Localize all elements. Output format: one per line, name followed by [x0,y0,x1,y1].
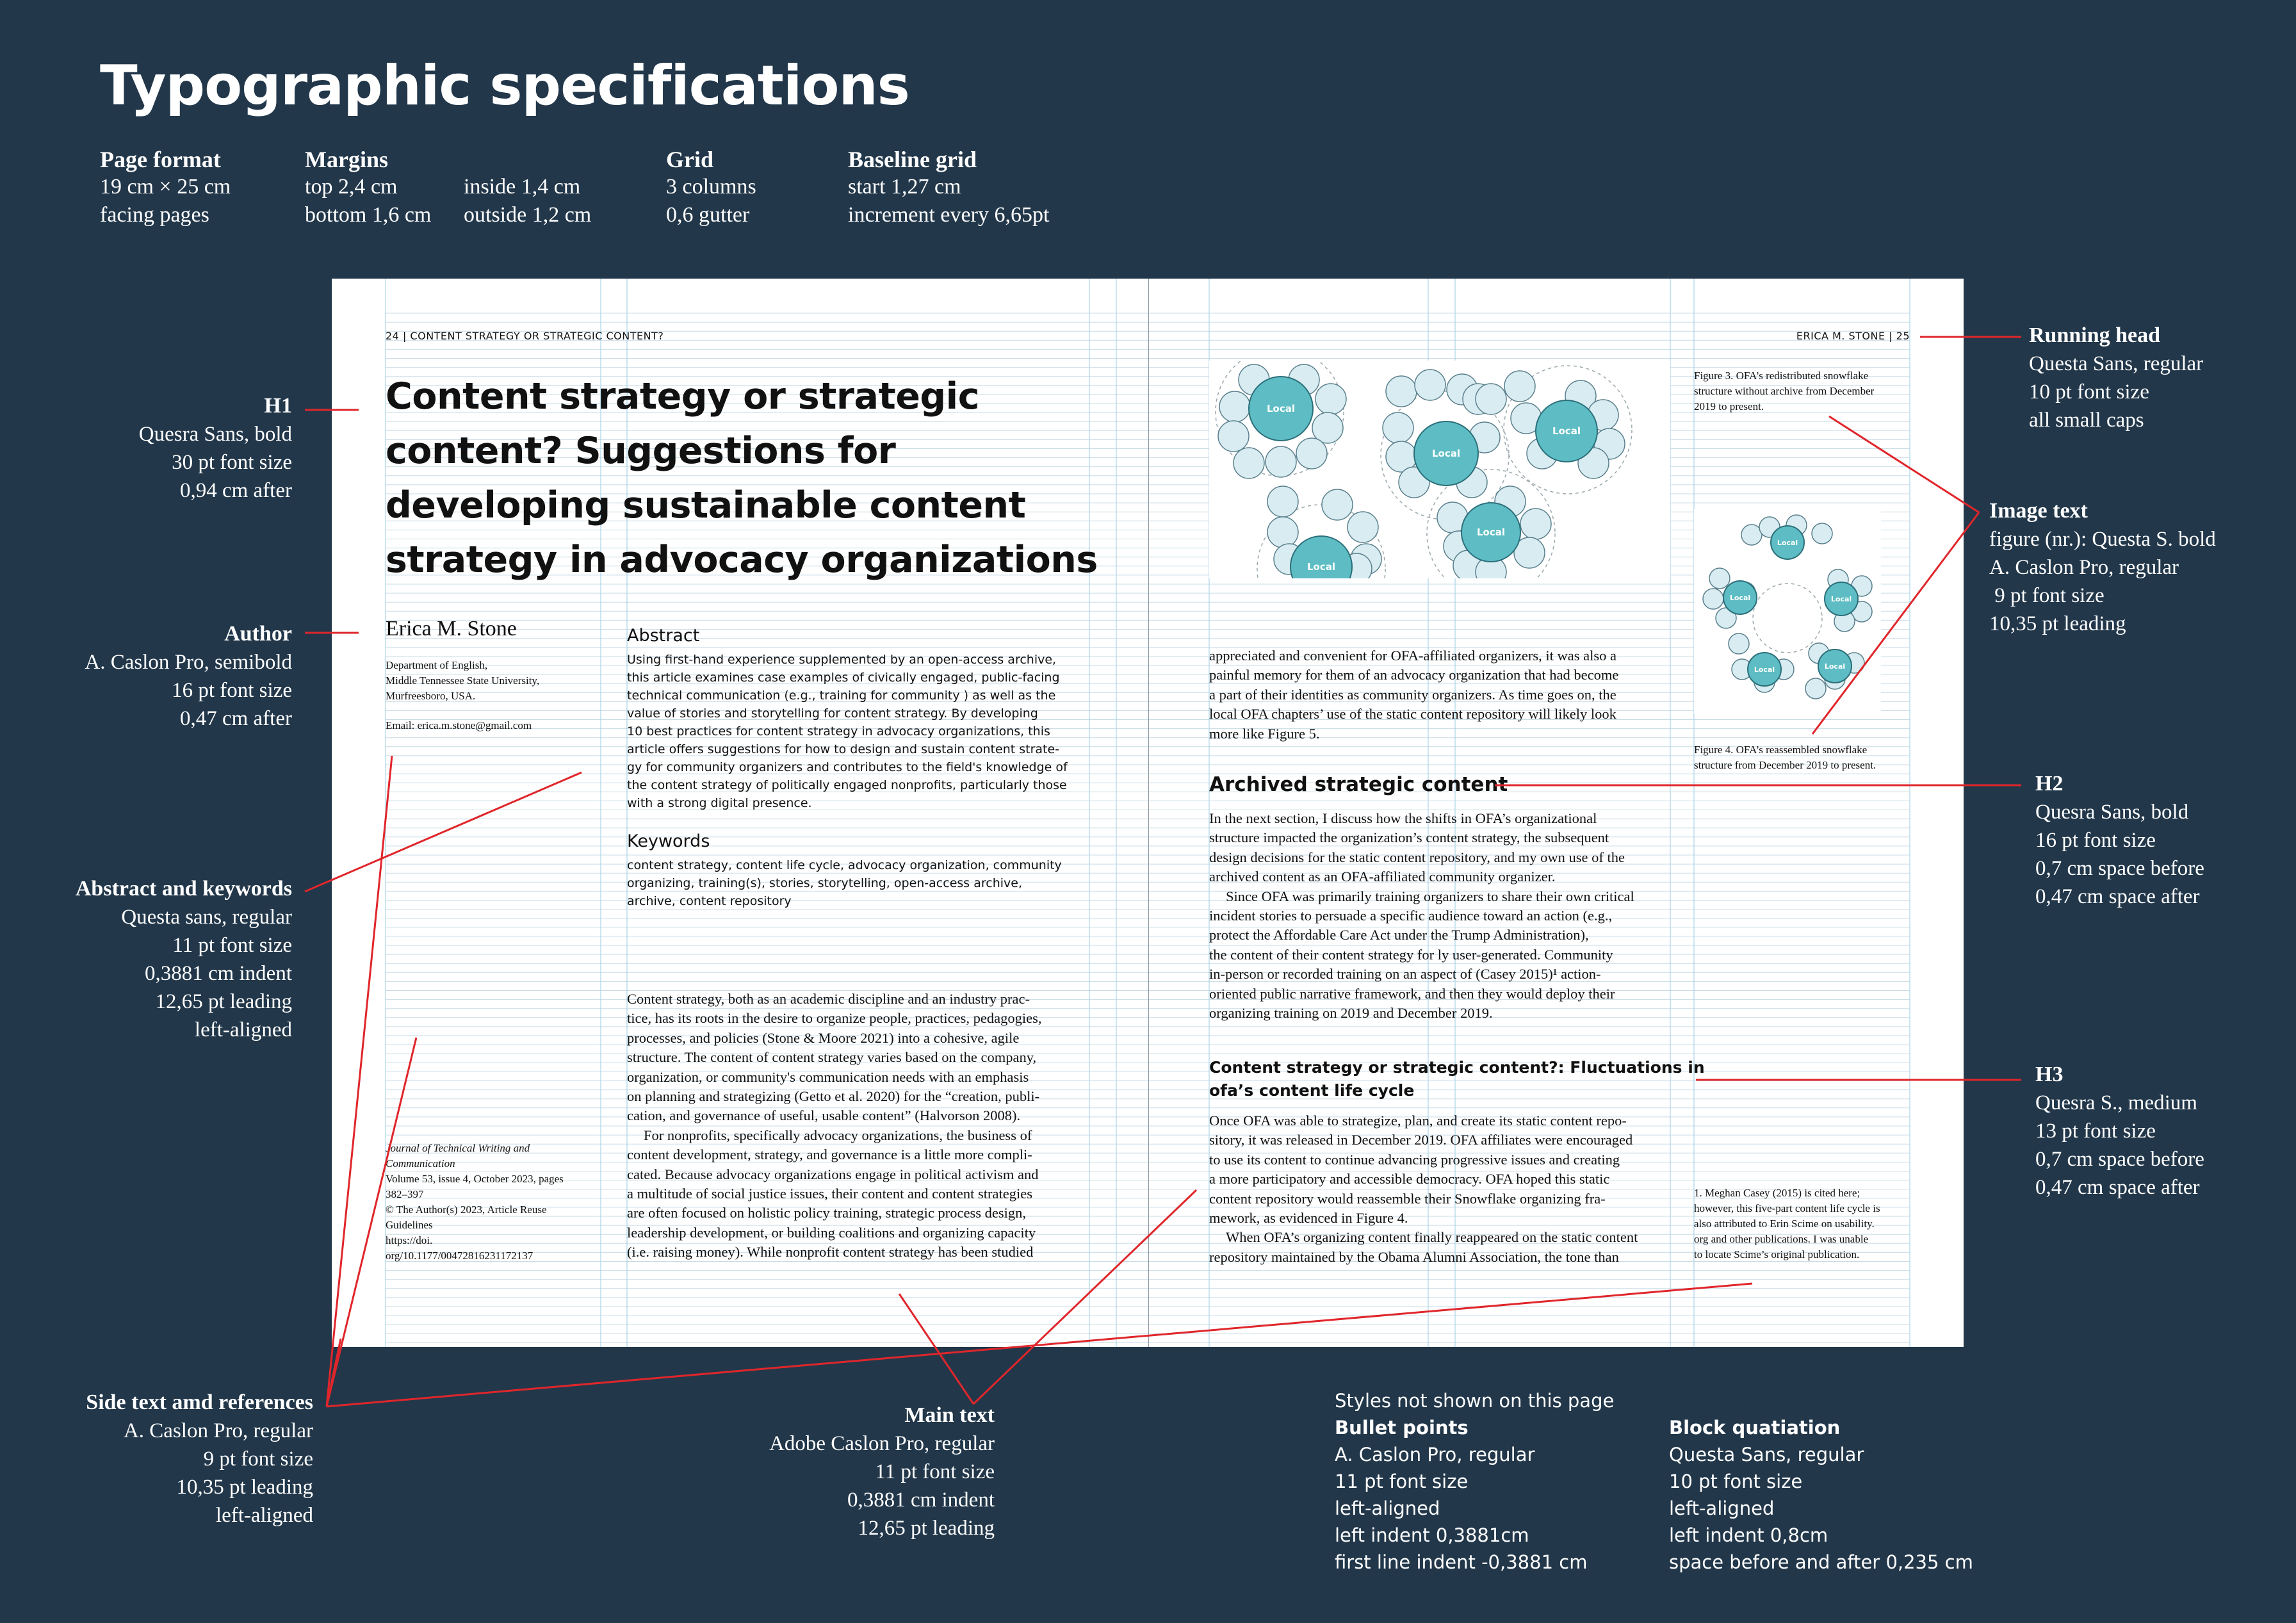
text-line: are often focused on holistic policy training, strategic process design, [627,1205,1026,1221]
text-line: cation, and governance of useful, usable content” (Halvorson 2008). [627,1107,1021,1124]
satellite-bubble [1347,512,1378,542]
annotation-line: left-aligned [1669,1497,1775,1519]
text-line: Once OFA was able to strategize, plan, and create its static content repo- [1209,1113,1627,1129]
local-label: Local [1754,665,1775,674]
text-line: cated. Because advocacy organizations engage in political activism and [627,1166,1039,1182]
text-line: a part of their identities as community organizers. As time goes on, the [1209,686,1616,703]
satellite-bubble [1267,517,1298,548]
text-line: archive, content repository [627,894,792,908]
spec-line: 19 cm × 25 cm [100,175,231,199]
text-line: with a strong digital presence. [627,796,812,810]
satellite-bubble [1805,678,1826,699]
spec-heading: Margins [305,147,388,172]
annotation-line: 10,35 pt leading [1989,612,2126,635]
text-line: the content strategy of politically engaged nonprofits, particularly those [627,778,1067,792]
spec-baseline [848,146,1049,229]
affiliation-line: Department of English, [386,659,488,671]
caption-line: 2019 to present. [1694,400,1764,412]
text-line: oriented public narrative framework, and then they would deploy their [1209,985,1615,1002]
text-line: Content strategy, both as an academic discipline and an industry prac- [627,991,1030,1007]
annotation-line: 0,47 cm space after [2035,885,2200,908]
leader-line [327,1339,341,1407]
spec-line: 3 columns [666,175,756,199]
annotation-main [769,1401,995,1542]
text-line: In the next section, I discuss how the shifts in OFA’s organizational [1209,810,1597,826]
local-label: Local [1431,448,1461,459]
annotation-line: Questa Sans, regular [1669,1444,1864,1465]
satellite-bubble [1703,589,1723,609]
annotation-h1 [139,392,292,505]
text-line: protect the Affordable Care Act under the Trump Administration), [1209,927,1589,943]
satellite-bubble [1476,384,1506,414]
annotation-line: first line indent -0,3881 cm [1335,1551,1588,1573]
page-spread [332,279,1964,1347]
satellite-bubble [1267,486,1298,517]
text-line: appreciated and convenient for OFA-affiliated organizers, it was also a [1209,648,1617,664]
text-line: Using first-hand experience supplemented by an open-access archive, [627,653,1057,667]
text-line: content strategy, content life cycle, advocacy organization, community [627,858,1062,872]
annotation-title: H3 [2035,1063,2064,1086]
text-line: this article examines case examples of civically engaged, public-facing [627,671,1060,685]
journal-info [386,1141,603,1264]
text-line: technical communication (e.g., training for community ) as well as the [627,689,1056,703]
text-line: org and other publications. I was unable [1694,1233,1869,1245]
satellite-bubble [1729,633,1749,654]
text-line: (i.e. raising money). While nonprofit content strategy has been studied [627,1244,1034,1260]
annotation-author [85,620,292,733]
spec-line: increment every 6,65pt [848,203,1050,227]
text-line: painful memory for them of an advocacy organization that had become [1209,667,1619,683]
archive-label: OFA [1779,608,1796,617]
text-line: structure impacted the organization’s content strategy, the subsequent [1209,829,1609,846]
annotation-line: 12,65 pt leading [858,1517,995,1540]
spec-line: outside 1,2 cm [464,203,592,227]
annotation-line: 0,7 cm space before [2035,1148,2204,1171]
text-line: 10 best practices for content strategy in advocacy organizations, this [627,724,1050,738]
annotation-line: Quesra Sans, bold [138,423,292,446]
annotation-title: Author [224,622,292,646]
abstract-block [627,626,1101,910]
text-line: content repository would reassemble their Snowflake organizing fra- [1209,1190,1606,1207]
annotation-line: figure (nr.): Questa S. bold [1989,528,2216,551]
text-line: a more participatory and accessible democracy. OFA hoped this static [1209,1171,1610,1187]
annotation-abstract [76,875,292,1044]
h1-line: Content strategy or strategic [386,375,980,418]
journal-name: Journal of Technical Writing and [386,1142,530,1154]
h1-line: developing sustainable content [386,484,1026,526]
text-line: in-person or recorded training on an aspect of (Casey 2015)¹ action- [1209,966,1601,983]
text-line: local OFA chapters’ use of the static content repository will likely look [1209,706,1616,722]
annotation-h2 [2035,770,2204,911]
annotation-line: Quesra Sans, bold [2035,801,2189,824]
caption-line: Figure 4. OFA’s reassembled snowflake [1694,744,1868,756]
text-line: organizing, training(s), stories, storytelling, open-access archive, [627,876,1022,890]
annotation-title: Side text amd references [86,1391,313,1414]
text-line: to locate Scime’s original publication. [1694,1248,1860,1260]
body-paragraph [1209,1228,1670,1267]
spec-heading: Baseline grid [848,147,977,172]
not-shown-styles [1335,1387,1614,1576]
caption-line: Figure 3. OFA’s redistributed snowflake [1694,370,1869,382]
annotation-line: Questa sans, regular [121,906,292,929]
satellite-bubble [1296,438,1327,469]
local-label: Local [1824,662,1846,671]
satellite-bubble [1233,448,1264,478]
satellite-bubble [1322,489,1353,520]
spec-line: inside 1,4 cm [464,175,581,199]
snowflake-diagram-large [1209,361,1670,578]
annotation-line: 0,3881 cm indent [144,962,292,985]
local-label: Local [1307,561,1336,573]
spec-line: 0,6 gutter [666,203,750,227]
satellite-bubble [1709,568,1730,589]
satellite-bubble [1219,391,1250,422]
satellite-bubble [1218,421,1249,452]
article-h2: Archived strategic content [1209,773,1508,796]
annotation-line: 12,65 pt leading [155,990,292,1013]
text-line: gy for community organizers and contributes to the field's knowledge of [627,760,1068,774]
text-line: org/10.1177/00472816231172137 [386,1250,533,1262]
annotation-line: left indent 0,8cm [1669,1524,1828,1546]
text-line: a multitude of social justice issues, their content and content strategies [627,1186,1032,1202]
annotation-line: 13 pt font size [2035,1120,2156,1143]
text-line: leadership development, or building coalitions and organizing capacity [627,1224,1036,1241]
annotation-line: 30 pt font size [172,451,292,474]
h1-line: strategy in advocacy organizations [386,539,1098,581]
author-email: Email: erica.m.stone@gmail.com [386,719,532,731]
text-line: structure. The content of content strategy varies based on the company, [627,1049,1037,1066]
spec-line: top 2,4 cm [305,175,398,199]
annotation-title: H2 [2035,772,2064,795]
spec-margins [305,146,591,229]
annotation-h3 [2035,1061,2204,1202]
affiliation-line: Middle Tennessee State University, [386,674,540,687]
annotation-title: H1 [264,394,292,418]
annotation-title: Running head [2029,323,2161,347]
annotation-running-head [2029,322,2203,434]
main-text-right-2 [1209,1111,1670,1267]
annotation-line: 11 pt font size [172,934,292,957]
affiliation [386,658,590,733]
spine [1148,279,1149,1347]
not-shown-heading: Styles not shown on this page [1335,1390,1615,1412]
annotation-title: Image text [1989,499,2088,523]
text-line: processes, and policies (Stone & Moore 2021) into a cohesive, agile [627,1029,1020,1046]
text-line: however, this five-part content life cycle is [1694,1202,1880,1214]
text-line: © The Author(s) 2023, Article Reuse [386,1203,547,1216]
text-line: Guidelines [386,1219,433,1231]
main-text-left [627,990,1089,1262]
block-quote-style [1669,1414,1973,1576]
local-label: Local [1476,526,1506,538]
satellite-bubble [1383,412,1413,443]
satellite-bubble [1315,384,1346,414]
h3-line: Content strategy or strategic content?: Fluctuations in [1209,1058,1705,1077]
text-line: value of stories and storytelling for content strategy. By developing [627,706,1038,721]
annotation-line: 11 pt font size [1335,1471,1469,1492]
abstract-heading: Abstract [627,626,700,646]
figure-4-caption [1694,742,1912,773]
spec-line: facing pages [100,203,209,227]
h1-line: content? Suggestions for [386,430,896,472]
annotation-line: 0,94 cm after [179,479,292,502]
text-line: tice, has its roots in the desire to organize people, practices, pedagogies, [627,1010,1042,1027]
local-label: Local [1552,425,1581,437]
annotation-image-text [1989,497,2216,638]
local-label: Local [1266,403,1296,414]
text-line: sitory, it was released in December 2019. OFA affiliates were encouraged [1209,1132,1633,1148]
body-paragraph [1209,809,1670,887]
text-line: mework, as evidenced in Figure 4. [1209,1210,1408,1227]
h3-line: ofa’s content life cycle [1209,1081,1415,1100]
annotation-line: left-aligned [194,1018,292,1041]
satellite-bubble [1520,509,1551,539]
text-line: Since OFA was primarily training organizers to share their own critical [1226,888,1634,904]
spec-page-format [100,146,231,229]
figure-3-caption [1694,368,1912,414]
journal-name: Communication [386,1157,455,1170]
text-line: the content of their content strategy for ly user-generated. Community [1209,946,1613,963]
text-line: Volume 53, issue 4, October 2023, pages [386,1173,564,1185]
text-line: organizing training on 2019 and December 2019. [1209,1005,1493,1022]
text-line: archived content as an OFA-affiliated community organizer. [1209,869,1556,885]
main-text-right [1209,809,1670,1023]
affiliation-line: Murfreesboro, USA. [386,690,476,702]
text-line: organization, or community's communication needs with an emphasis [627,1068,1029,1085]
annotation-line: 11 pt font size [875,1460,995,1483]
annotation-side [86,1389,313,1529]
annotation-title: Bullet points [1335,1417,1469,1439]
annotation-line: 9 pt font size [203,1448,313,1471]
spec-line: bottom 1,6 cm [305,203,432,227]
text-line: When OFA’s organizing content finally reappeared on the static content [1226,1229,1638,1246]
annotation-line: all small caps [2029,409,2144,432]
satellite-bubble [1741,525,1762,545]
text-line: incident stories to persuade a specific audience toward an action (e.g., [1209,908,1613,924]
text-line: design decisions for the static content repository, and my own use of the [1209,849,1625,865]
annotation-line: 10,35 pt leading [176,1476,313,1499]
annotation-line: 16 pt font size [172,679,292,702]
annotation-line: A. Caslon Pro, semibold [85,651,292,674]
annotation-line: 0,47 cm space after [2035,1176,2200,1199]
text-line: 1. Meghan Casey (2015) is cited here; [1694,1187,1860,1199]
satellite-bubble [1504,371,1535,402]
annotation-title: Abstract and keywords [75,877,292,901]
journal-meta [386,1171,603,1264]
body-paragraph [627,1126,1089,1262]
author-name: Erica M. Stone [386,617,517,640]
local-label: Local [1729,594,1751,602]
annotation-line: 10 pt font size [1669,1471,1803,1492]
annotation-line: 0,47 cm after [179,707,292,730]
article-h3 [1209,1056,1705,1102]
satellite-bubble [1386,376,1417,407]
running-head-right: ERICA M. STONE | 25 [1796,330,1910,342]
caption-line: structure without archive from December [1694,385,1875,397]
caption-line: structure from December 2019 to present. [1694,759,1877,771]
spec-grid [666,146,756,229]
local-label: Local [1777,539,1798,547]
annotation-line: Adobe Caslon Pro, regular [769,1432,995,1455]
text-line: 382–397 [386,1188,424,1200]
text-line: to use its content to continue advancing progressive issues and creating [1209,1151,1620,1168]
annotation-line: 10 pt font size [2029,380,2149,404]
running-head-left: 24 | CONTENT STRATEGY OR STRATEGIC CONTENT? [386,330,664,342]
annotation-line: A. Caslon Pro, regular [123,1419,313,1442]
snowflake-diagram-archive [1694,509,1881,714]
body-paragraph [1209,646,1670,744]
annotation-line: 16 pt font size [2035,829,2156,852]
annotation-line: left indent 0,3881cm [1335,1524,1529,1546]
annotation-line: Quesra S., medium [2035,1091,2197,1114]
annotation-line: left-aligned [215,1504,313,1527]
annotation-line: A. Caslon Pro, regular [1335,1444,1535,1465]
annotation-line: 0,3881 cm indent [847,1488,995,1512]
annotation-line: 9 pt font size [1989,584,2105,607]
annotation-line: space before and after 0,235 cm [1669,1551,1973,1573]
body-paragraph [1209,1111,1670,1228]
abstract-text [627,651,1101,812]
spec-line: start 1,27 cm [848,175,961,199]
text-line: For nonprofits, specifically advocacy organizations, the business of [644,1127,1032,1143]
annotation-title: Block quatiation [1669,1417,1841,1439]
text-line: content development, strategy, and governance is a little more compli- [627,1146,1032,1163]
footnote [1694,1186,1912,1262]
page-title: Typographic specifications [100,54,909,118]
annotation-line: Questa Sans, regular [2029,352,2204,375]
annotation-title: Main text [904,1403,995,1427]
satellite-bubble [1266,446,1296,477]
keywords-text [627,856,1101,910]
annotation-line: 0,7 cm space before [2035,857,2204,880]
spec-heading: Page format [100,147,221,172]
article-h1 [386,370,1098,587]
body-paragraph [627,990,1089,1126]
body-paragraph [1209,887,1670,1024]
satellite-bubble [1812,523,1832,544]
text-line: article offers suggestions for how to design and sustain content strate- [627,742,1060,756]
spec-heading: Grid [666,147,714,172]
text-line: repository maintained by the Obama Alumni Association, the tone than [1209,1248,1619,1265]
text-line: https://doi. [386,1234,433,1246]
text-line: also attributed to Erin Scime on usability. [1694,1218,1875,1230]
text-line: more like Figure 5. [1209,725,1320,742]
text-line: on planning and strategizing (Getto et al. 2020) for the “creation, publi- [627,1088,1040,1105]
satellite-bubble [1415,370,1445,400]
annotation-line: A. Caslon Pro, regular [1989,556,2179,579]
annotation-line: left-aligned [1335,1497,1440,1519]
archive-label: Archive [1771,619,1804,628]
keywords-heading: Keywords [627,831,710,851]
local-label: Local [1830,595,1852,603]
